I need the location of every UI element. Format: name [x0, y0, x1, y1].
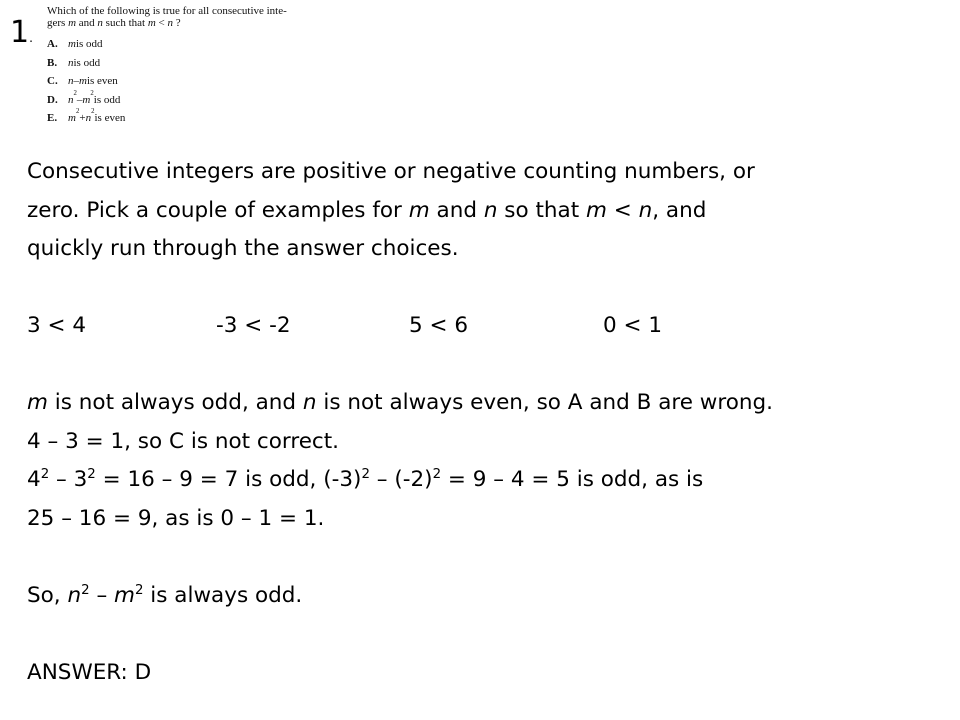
explanation-text: is always odd.: [143, 582, 303, 608]
explanation-text: 25 – 16 = 9, as is 0 – 1 = 1.: [27, 505, 325, 531]
choice-letter: C.: [47, 75, 58, 87]
explanation-text: = 16 – 9 = 7 is odd, (-3): [95, 467, 362, 492]
var-m: m: [408, 197, 430, 223]
var-n: n: [483, 197, 498, 223]
explanation: [27, 153, 947, 692]
exponent: 2: [134, 582, 144, 598]
var-m: m: [585, 197, 607, 223]
explanation-line: [27, 230, 947, 269]
explanation-text: –: [89, 582, 115, 608]
choice-letter: A.: [47, 38, 58, 50]
explanation-text: 4: [27, 467, 41, 492]
examples-row: [27, 307, 947, 346]
explanation-text: zero. Pick a couple of examples for: [27, 197, 409, 223]
exponent: 2: [361, 467, 370, 483]
stem-line-2d: <: [155, 17, 168, 29]
explanation-line: [27, 192, 947, 231]
exponent: 2: [87, 467, 96, 483]
answer-text: ANSWER: D: [27, 659, 152, 685]
answer-choices: [47, 38, 367, 131]
stem-var-n-2: n: [167, 17, 174, 29]
explanation-text: Consecutive integers are positive or negative counting numbers, or: [27, 159, 755, 184]
choice-var: m: [68, 38, 76, 50]
blank-line: [27, 269, 947, 308]
explanation-text: quickly run through the answer choices.: [27, 236, 459, 261]
blank-line: [27, 538, 947, 577]
choice-var: n: [68, 75, 74, 87]
exponent: 2: [432, 467, 442, 483]
question-stem: [47, 5, 367, 29]
choice-letter: B.: [47, 56, 58, 69]
example-inequality: 5 < 6: [409, 313, 469, 338]
exponent: 2: [40, 467, 50, 483]
explanation-text: 4 – 3 = 1, so C is not correct.: [27, 428, 340, 454]
stem-var-m: m: [68, 17, 77, 29]
choice-var: m: [79, 75, 87, 87]
explanation-text: So,: [27, 582, 68, 608]
choice-b: [47, 57, 367, 76]
choice-letter: D.: [47, 93, 58, 106]
choice-c: [47, 75, 367, 94]
choice-e: E. m 2 + n 2 is even: [47, 108, 126, 124]
choice-text: +: [79, 112, 86, 124]
choice-d: D. n 2 – m 2 is odd: [47, 89, 121, 106]
stem-var-n: n: [97, 17, 103, 29]
explanation-text: is not always odd, and: [47, 390, 303, 415]
question-image: [47, 5, 367, 131]
var-n: n: [67, 582, 82, 608]
choice-text: is even: [86, 75, 118, 87]
stem-line-2c: such that: [102, 17, 148, 29]
choice-text: –: [73, 75, 79, 87]
var-n: n: [302, 390, 317, 415]
stem-line-1: Which of the following is true for all consecutive inte-: [47, 5, 287, 17]
var-n: n: [638, 197, 653, 223]
example-inequality: 0 < 1: [603, 313, 663, 338]
question-number: [10, 16, 33, 55]
choice-text: is odd: [73, 56, 101, 69]
blank-line: [27, 346, 947, 385]
explanation-text: <: [606, 197, 639, 223]
explanation-text: – 3: [49, 467, 88, 492]
example-inequality: -3 < -2: [216, 313, 291, 338]
example-inequality: 3 < 4: [27, 313, 87, 338]
choice-var: n: [68, 93, 74, 106]
explanation-text: so that: [497, 197, 586, 223]
exponent: 2: [81, 582, 90, 598]
question-number-text: 1: [10, 15, 30, 50]
choice-var: n: [68, 56, 74, 69]
choice-text: is even: [94, 112, 126, 124]
stem-line-2e: ?: [173, 17, 181, 29]
explanation-line: [27, 461, 947, 500]
stem-var-m-2: m: [147, 17, 156, 29]
choice-a: [47, 38, 367, 57]
choice-letter: E.: [47, 112, 58, 124]
var-m: m: [114, 582, 135, 608]
choice-text: –: [76, 93, 83, 106]
conclusion-line: [27, 577, 947, 616]
choice-var: m: [68, 112, 76, 124]
explanation-text: = 9 – 4 = 5 is odd, as is: [441, 467, 704, 492]
choice-var: m: [82, 93, 91, 106]
explanation-text: – (-2): [369, 467, 433, 492]
var-m: m: [27, 390, 48, 415]
choice-text: is odd: [75, 38, 103, 50]
explanation-text: , and: [652, 197, 707, 223]
explanation-line: [27, 423, 947, 462]
answer-line: [27, 654, 947, 693]
explanation-line: [27, 500, 947, 539]
question-number-dot: .: [29, 31, 33, 45]
explanation-text: and: [429, 197, 484, 223]
blank-line: [27, 615, 947, 654]
explanation-line: [27, 384, 947, 423]
explanation-line: [27, 153, 947, 192]
explanation-text: is not always even, so A and B are wrong.: [316, 390, 774, 415]
stem-line-2a: gers: [47, 17, 69, 29]
choice-var: n: [85, 112, 92, 124]
stem-line-2b: and: [76, 17, 98, 29]
choice-text: is odd: [93, 93, 121, 106]
